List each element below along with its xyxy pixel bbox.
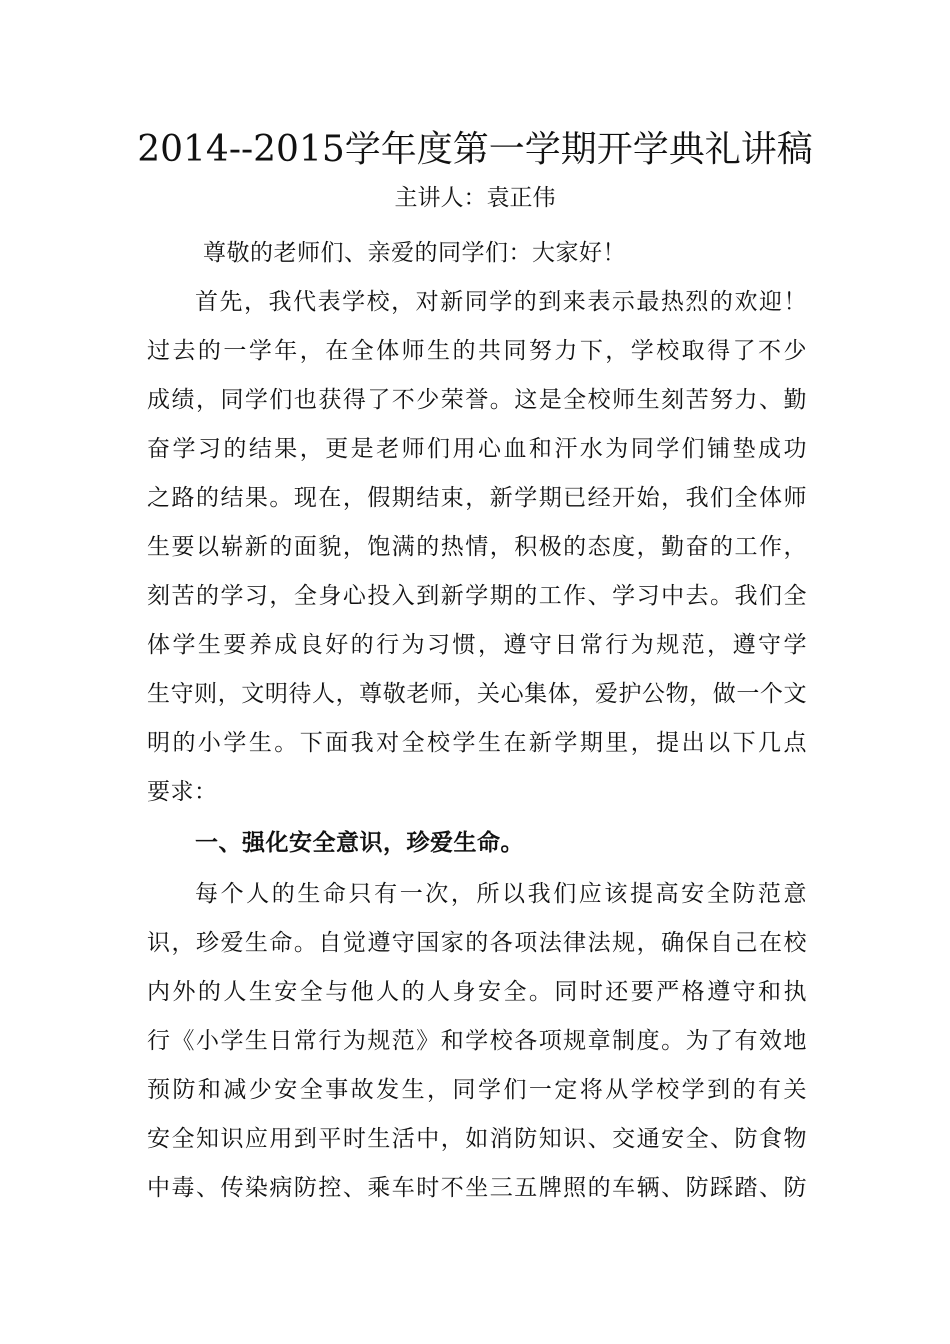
paragraph-line: 首先，我代表学校，对新同学的到来表示最热烈的欢迎！ bbox=[195, 289, 807, 315]
greeting: 尊敬的老师们、亲爱的同学们：大家好！ bbox=[203, 240, 626, 266]
paragraph-line: 识，珍爱生命。自觉遵守国家的各项法律法规，确保自己在校 bbox=[147, 930, 807, 956]
paragraph-line: 过去的一学年，在全体师生的共同努力下，学校取得了不少 bbox=[147, 338, 807, 364]
paragraph-line: 行《小学生日常行为规范》和学校各项规章制度。为了有效地 bbox=[147, 1028, 807, 1054]
paragraph-line: 内外的人生安全与他人的人身安全。同时还要严格遵守和执 bbox=[147, 979, 807, 1005]
speaker-line: 主讲人：袁正伟 bbox=[394, 185, 556, 211]
paragraph-line: 明的小学生。下面我对全校学生在新学期里，提出以下几点 bbox=[147, 730, 807, 756]
paragraph-line: 生守则，文明待人，尊敬老师，关心集体，爱护公物，做一个文 bbox=[147, 681, 807, 707]
paragraph-line: 奋学习的结果，更是老师们用心血和汗水为同学们铺垫成功 bbox=[147, 436, 807, 462]
paragraph-line: 安全知识应用到平时生活中，如消防知识、交通安全、防食物 bbox=[147, 1126, 807, 1152]
section-heading: 一、强化安全意识，珍爱生命。 bbox=[195, 829, 524, 856]
document-title: 2014--2015学年度第一学期开学典礼讲稿 bbox=[137, 129, 813, 170]
paragraph-line: 之路的结果。现在，假期结束，新学期已经开始，我们全体师 bbox=[147, 485, 807, 511]
paragraph-line: 生要以崭新的面貌，饱满的热情，积极的态度，勤奋的工作， bbox=[147, 534, 807, 560]
paragraph-line: 预防和减少安全事故发生，同学们一定将从学校学到的有关 bbox=[147, 1077, 807, 1103]
paragraph-line: 成绩，同学们也获得了不少荣誉。这是全校师生刻苦努力、勤 bbox=[147, 387, 807, 413]
paragraph-line: 中毒、传染病防控、乘车时不坐三五牌照的车辆、防踩踏、防 bbox=[147, 1175, 807, 1201]
paragraph-line: 要求： bbox=[147, 779, 218, 805]
paragraph-line: 刻苦的学习，全身心投入到新学期的工作、学习中去。我们全 bbox=[147, 583, 807, 609]
paragraph-line: 每个人的生命只有一次，所以我们应该提高安全防范意 bbox=[195, 881, 807, 907]
paragraph-line: 体学生要养成良好的行为习惯，遵守日常行为规范，遵守学 bbox=[147, 632, 807, 658]
